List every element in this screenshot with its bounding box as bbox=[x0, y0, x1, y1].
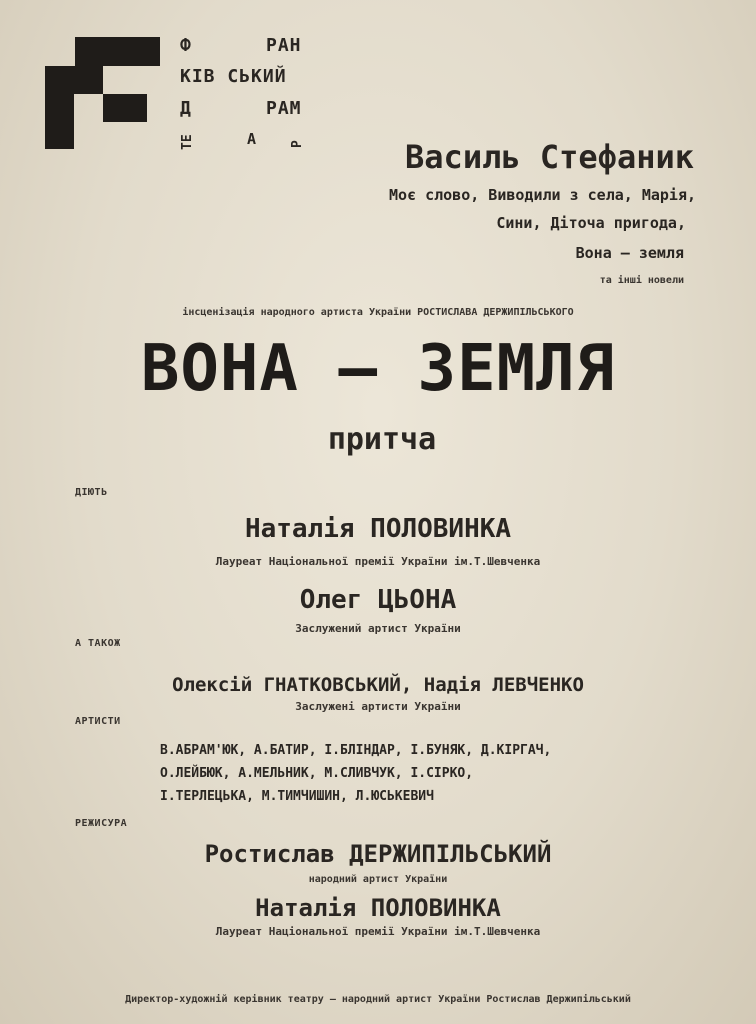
director1-name: Ростислав ДЕРЖИПІЛЬСЬКИЙ bbox=[204, 840, 552, 868]
director2-name: Наталія ПОЛОВИНКА bbox=[255, 894, 501, 922]
support-names: Олексій ГНАТКОВСЬКИЙ, Надія ЛЕВЧЕНКО bbox=[172, 674, 584, 696]
theatre-name-l1-left: Ф bbox=[180, 35, 192, 56]
theatre-name-vert1: ТЕ bbox=[180, 134, 195, 150]
staging-credit: інсценізація народного артиста України РОСТИСЛАВА ДЕРЖИПІЛЬСЬКОГО bbox=[182, 307, 574, 318]
play-genre: притча bbox=[327, 422, 437, 457]
support-title: Заслужені артисти України bbox=[295, 700, 461, 713]
lead2-name: Олег ЦЬОНА bbox=[299, 585, 457, 615]
lead1-name: Наталія ПОЛОВИНКА bbox=[244, 514, 512, 544]
theatre-name-vert2: Р bbox=[290, 140, 305, 148]
theatre-name-l3-left: Д bbox=[180, 98, 192, 119]
theatre-name-l4-mid: А bbox=[247, 130, 258, 148]
artists-line2: О.ЛЕЙБЮК, А.МЕЛЬНИК, М.СЛИВЧУК, І.СІРКО, bbox=[160, 766, 474, 781]
director2-title: Лауреат Національної премії України ім.Т.Шевченка bbox=[215, 925, 541, 938]
artists-line3: І.ТЕРЛЕЦЬКА, М.ТИМЧИШИН, Л.ЮСЬКЕВИЧ bbox=[160, 789, 434, 804]
lead1-title: Лауреат Національної премії України ім.Т.Шевченка bbox=[215, 555, 541, 568]
play-title: ВОНА – ЗЕМЛЯ bbox=[140, 332, 616, 406]
artists-line1: В.АБРАМ'ЮК, А.БАТИР, І.БЛІНДАР, І.БУНЯК, Д.КІРГАЧ, bbox=[160, 743, 552, 758]
footer-credit: Директор-художній керівник театру – народний артист України Ростислав Держипільський bbox=[125, 994, 631, 1005]
director1-title: народний артист України bbox=[308, 874, 448, 885]
theatre-logo bbox=[45, 37, 160, 149]
theatre-name-l1-right: РАН bbox=[266, 35, 302, 56]
theatre-name-l3-right: РАМ bbox=[266, 98, 302, 119]
lead2-title: Заслужений артист України bbox=[295, 622, 461, 635]
author-works-line2: Сини, Діточа пригода, bbox=[496, 214, 686, 232]
author-works-line3: Вона – земля bbox=[575, 244, 684, 262]
label-acting: ДІЮТЬ bbox=[75, 487, 108, 498]
label-also: А ТАКОЖ bbox=[75, 638, 121, 649]
label-direction: РЕЖИСУРА bbox=[75, 818, 128, 829]
author-name: Василь Стефаник bbox=[405, 138, 694, 176]
author-works-line1: Моє слово, Виводили з села, Марія, bbox=[388, 186, 696, 204]
theatre-name-l2: КІВ СЬКИЙ bbox=[180, 66, 287, 87]
author-works-line4: та інші новели bbox=[599, 275, 684, 286]
label-artists: АРТИСТИ bbox=[75, 716, 121, 727]
